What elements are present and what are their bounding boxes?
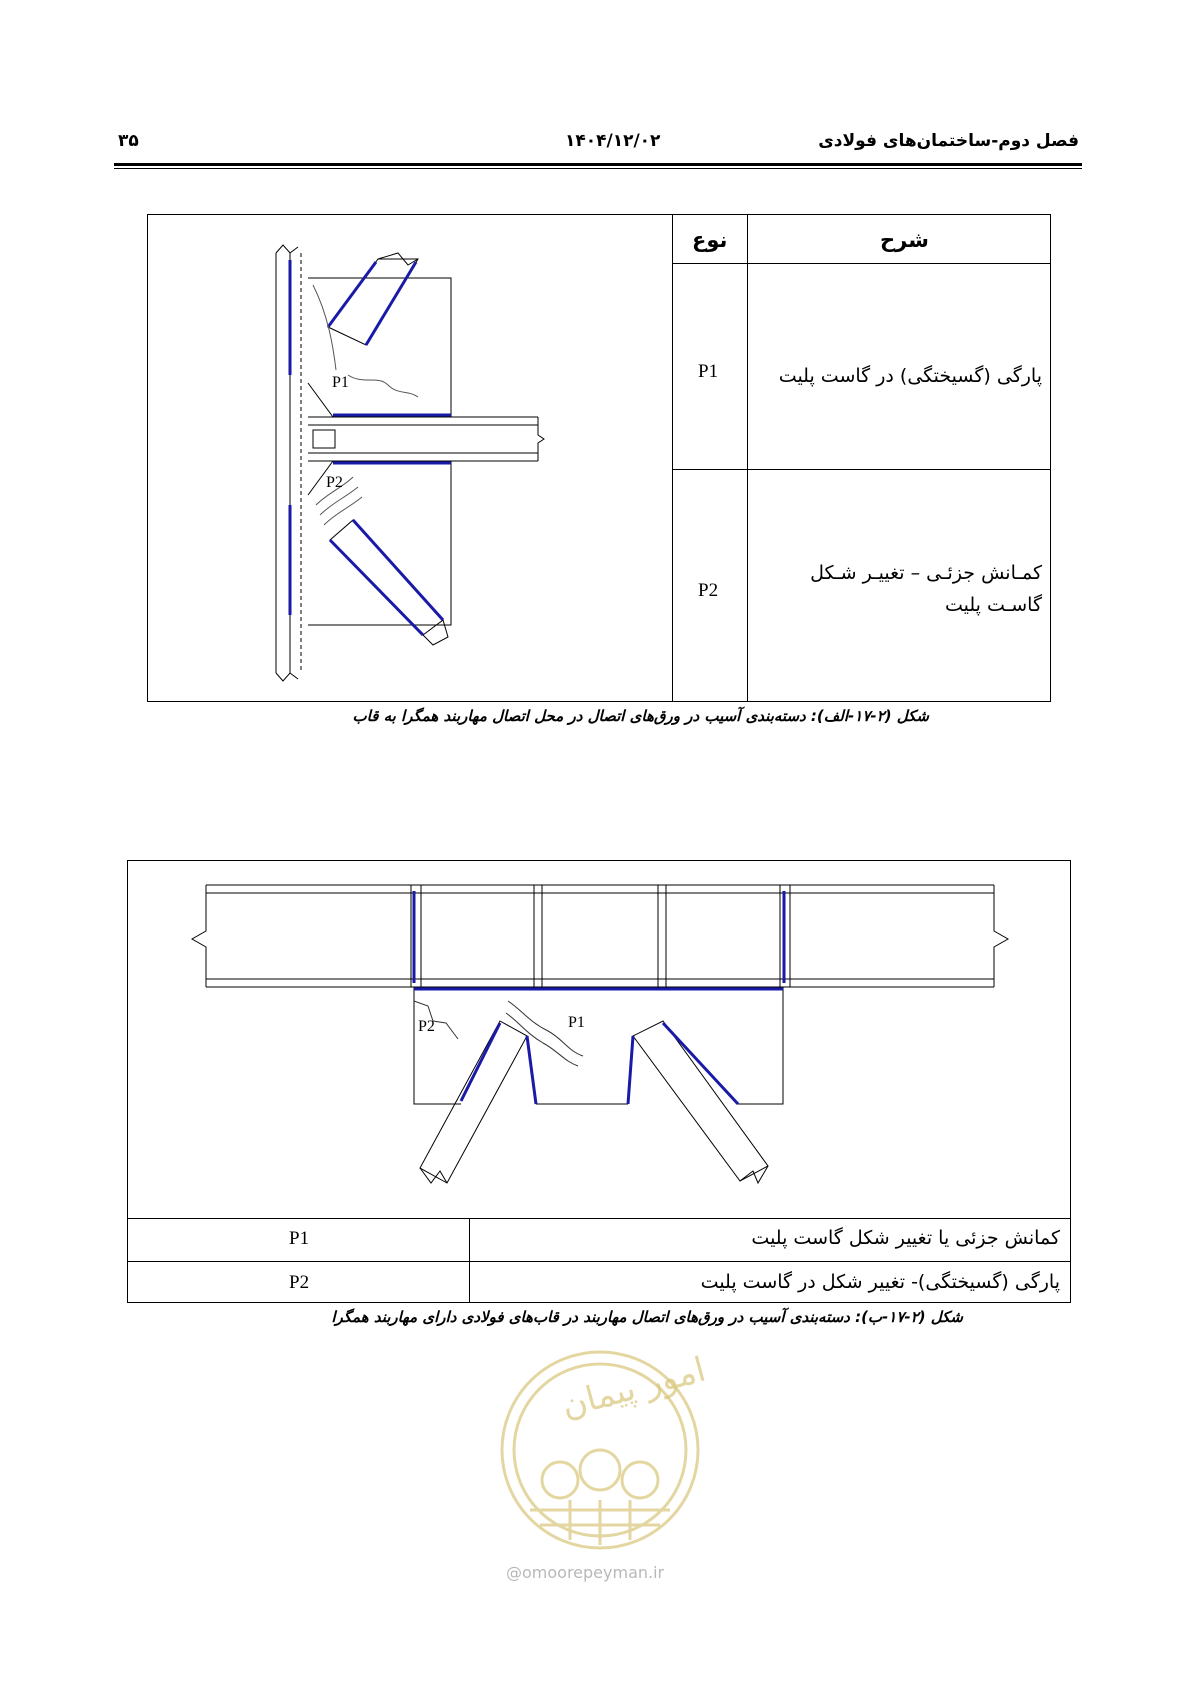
figure-a-row1-description: پارگی (گسیختگی) در گاست پلیت — [778, 365, 1042, 387]
figure-a-row-line — [672, 469, 1051, 470]
figure-b-col-divider — [469, 1218, 470, 1303]
figure-b-row1-line — [127, 1218, 1071, 1219]
figure-b-row1-type: P1 — [289, 1228, 310, 1249]
figure-a-label-p1: P1 — [332, 374, 349, 391]
figure-b-drawing — [128, 861, 1070, 1217]
figure-a-col-divider — [747, 214, 748, 702]
figure-a-row2-type: P2 — [698, 580, 719, 601]
figure-b-label-p2: P2 — [418, 1018, 435, 1035]
header-rule-thin — [114, 168, 1082, 169]
figure-b-caption: شکل (۲-۱۷-ب): دسته‌بندی آسیب در ورق‌های اتصال مهاربند در قاب‌های فولادی دارای مهاربند همگرا — [331, 1308, 963, 1326]
figure-b-row2-type: P2 — [289, 1272, 310, 1293]
watermark-url: @omoorepeyman.ir — [506, 1563, 665, 1582]
figure-a-col-description: شرح — [880, 228, 929, 252]
figure-a-caption: شکل (۲-۱۷-الف): دسته‌بندی آسیب در ورق‌های اتصال در محل اتصال مهاربند همگرا به قاب — [352, 707, 929, 725]
page-date: ۱۴۰۴/۱۲/۰۲ — [565, 131, 661, 151]
figure-b-row1-description: کمانش جزئی یا تغییر شکل گاست پلیت — [751, 1227, 1060, 1249]
header-rule — [114, 163, 1082, 166]
chapter-title: فصل دوم-ساختمان‌های فولادی — [818, 131, 1079, 151]
page-number: ۳۵ — [118, 131, 139, 151]
figure-a-divider — [672, 214, 673, 702]
figure-a-col-type: نوع — [692, 228, 728, 252]
figure-a-row2-description: کمـانش جزئـی – تغییـر شـکل گاسـت پلیت — [810, 562, 1042, 617]
figure-b-label-p1: P1 — [568, 1014, 585, 1031]
figure-a-row1-type: P1 — [698, 361, 719, 382]
figure-a-header-line — [672, 263, 1051, 264]
figure-b-row2-description: پارگی (گسیختگی)- تغییر شکل در گاست پلیت — [700, 1271, 1060, 1293]
figure-a-drawing — [148, 215, 671, 701]
watermark-logo-text: امور پیمان — [557, 1349, 710, 1427]
figure-a-label-p2: P2 — [326, 474, 343, 491]
figure-b-row2-line — [127, 1261, 1071, 1262]
